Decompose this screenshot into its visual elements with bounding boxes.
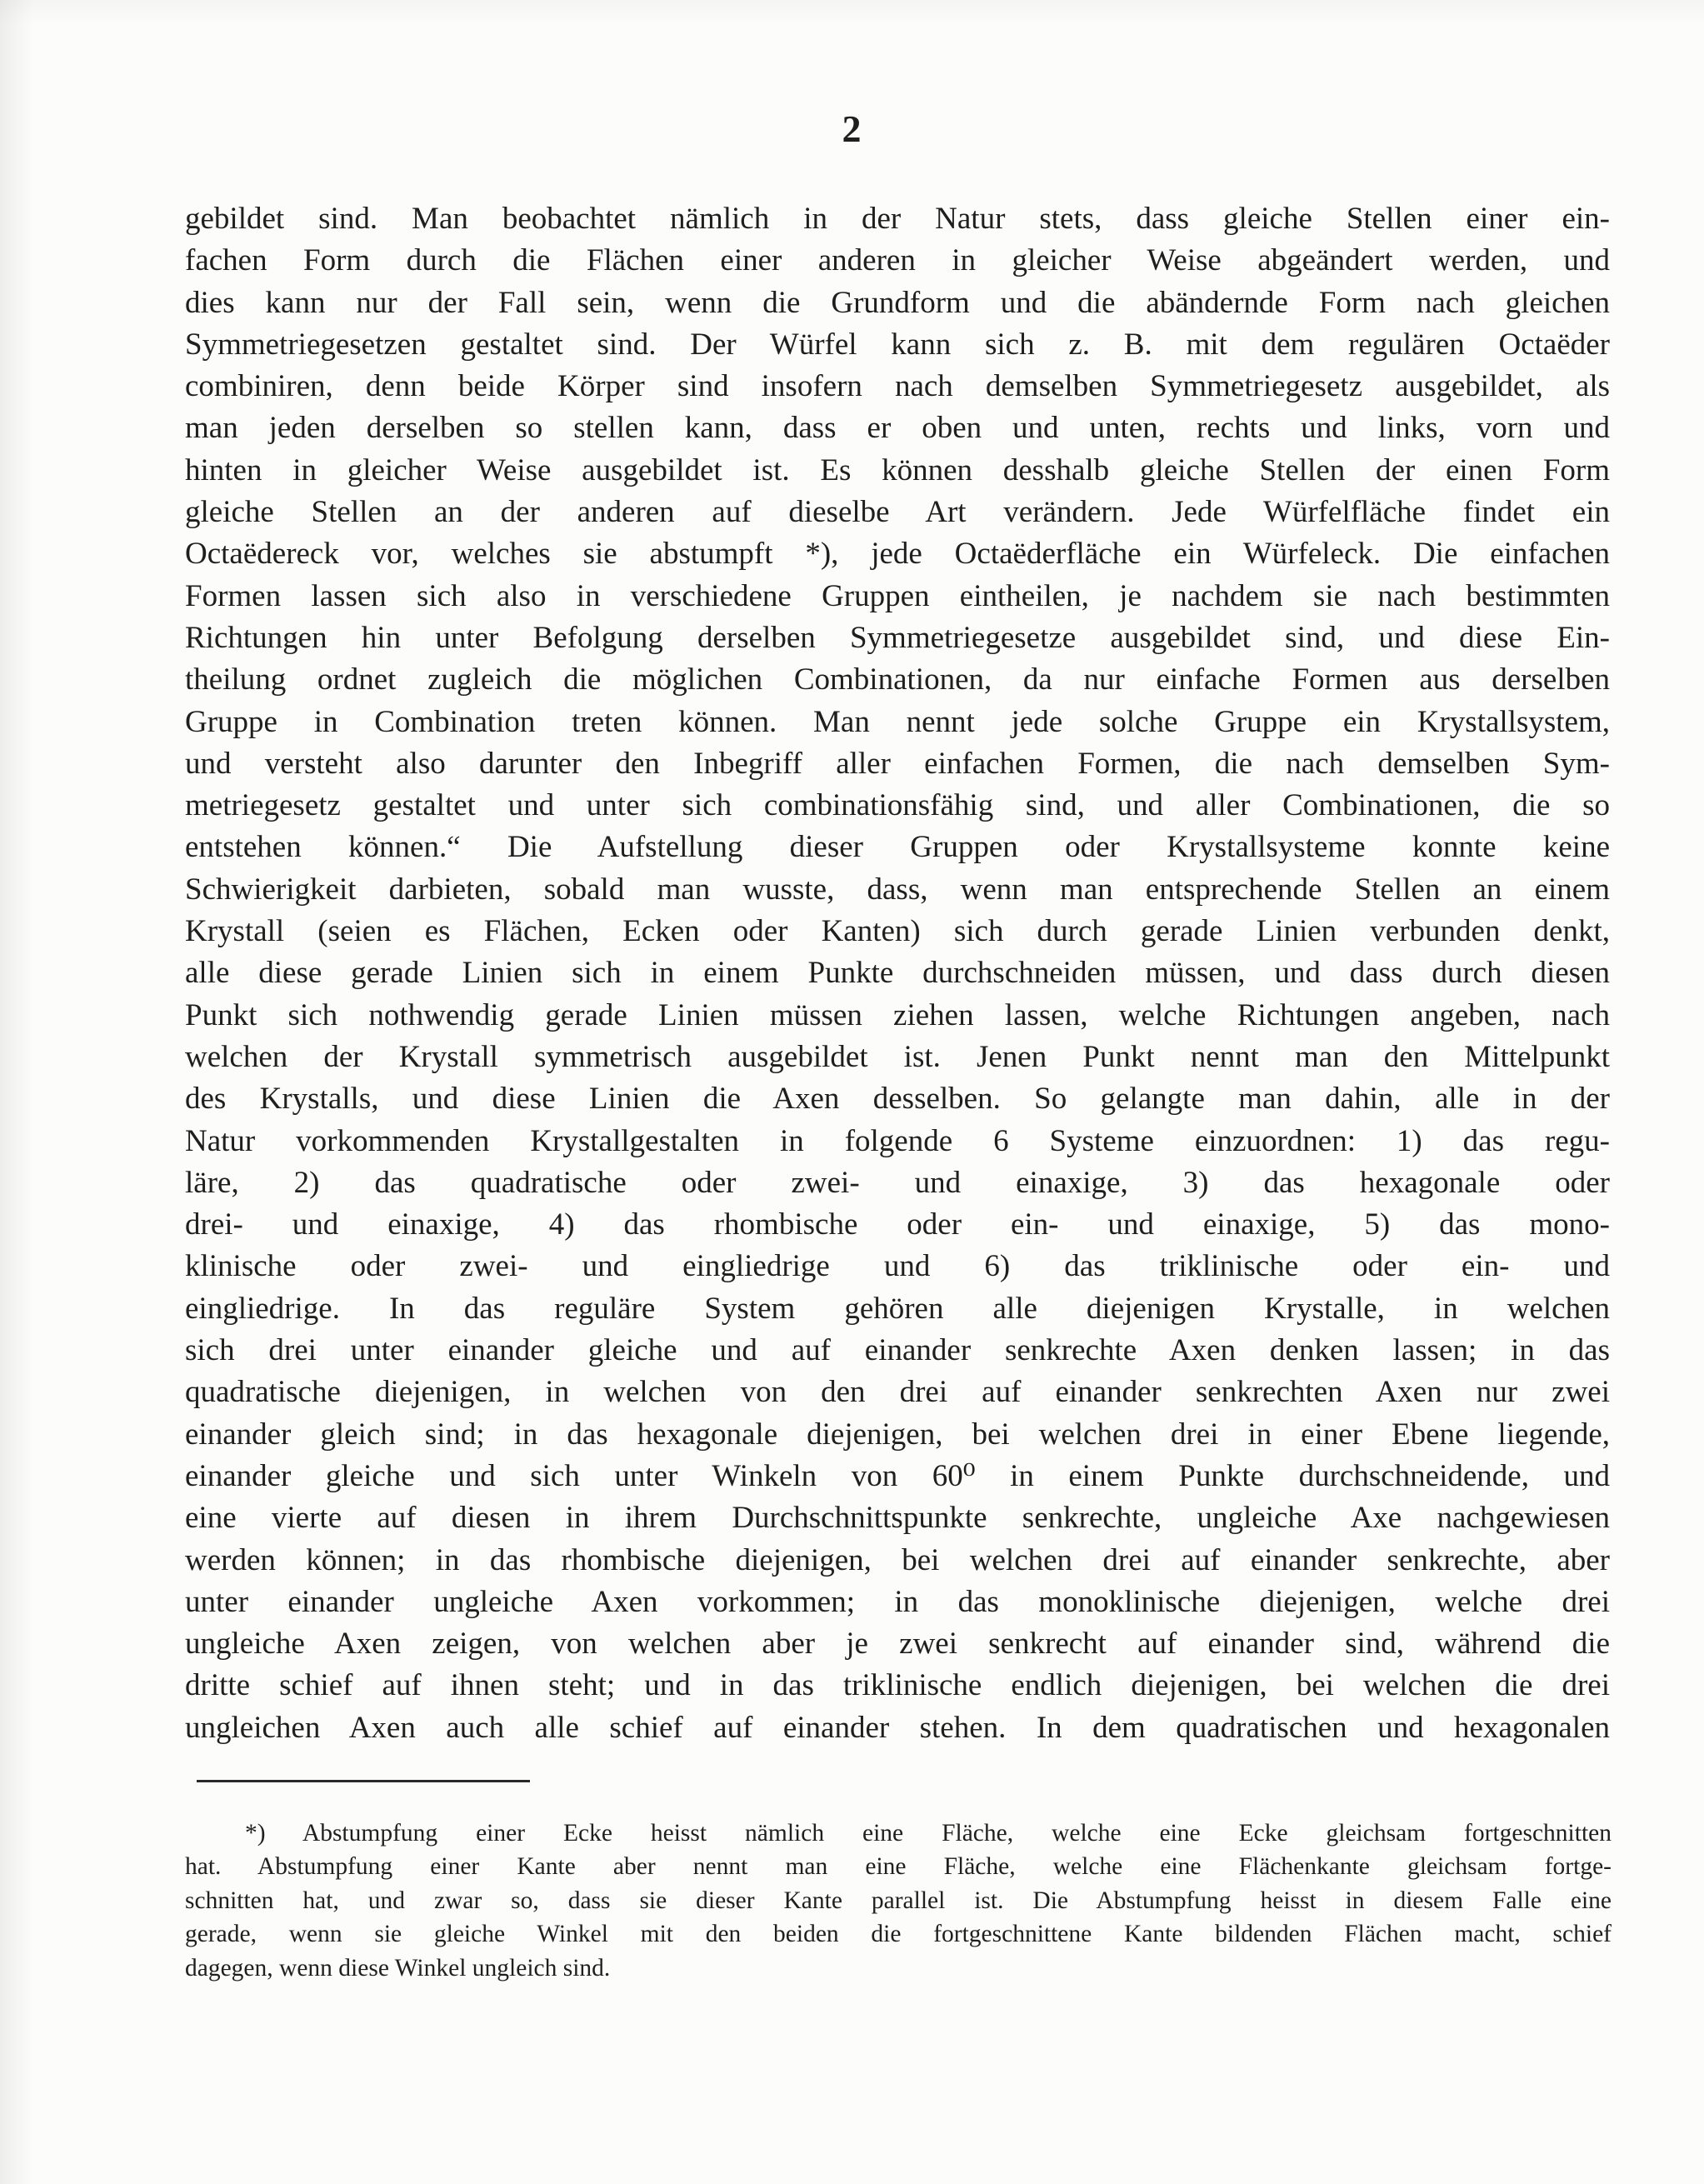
footnote-line: hat. Abstumpfung einer Kante aber nennt man eine Fläche, welche eine Flächenkante gleichsam fortge- bbox=[185, 1853, 1612, 1881]
footnote bbox=[185, 1817, 1612, 1985]
body-line: Krystall (seien es Flächen, Ecken oder Kanten) sich durch gerade Linien verbunden denkt, bbox=[185, 914, 1610, 949]
body-line: combiniren, denn beide Körper sind insofern nach demselben Symmetriegesetz ausgebildet, als bbox=[185, 369, 1610, 404]
body-line: und versteht also darunter den Inbegriff aller einfachen Formen, die nach demselben Sym- bbox=[185, 746, 1610, 781]
body-line: ungleiche Axen zeigen, von welchen aber je zwei senkrecht auf einander sind, während die bbox=[185, 1627, 1610, 1662]
body-line: Richtungen hin unter Befolgung derselben Symmetriegesetze ausgebildet sind, und diese Ein- bbox=[185, 620, 1610, 655]
body-line: klinische oder zwei- und eingliedrige und 6) das triklinische oder ein- und bbox=[185, 1249, 1610, 1284]
body-line: metriegesetz gestaltet und unter sich combinationsfähig sind, und aller Combinationen, die so bbox=[185, 788, 1610, 823]
body-line: Formen lassen sich also in verschiedene Gruppen eintheilen, je nachdem sie nach bestimmten bbox=[185, 578, 1610, 613]
body-line: dies kann nur der Fall sein, wenn die Grundform und die abändernde Form nach gleichen bbox=[185, 285, 1610, 320]
body-line: läre, 2) das quadratische oder zwei- und einaxige, 3) das hexagonale oder bbox=[185, 1165, 1610, 1200]
body-line: dritte schief auf ihnen steht; und in das triklinische endlich diejenigen, bei welchen die drei bbox=[185, 1668, 1610, 1703]
body-line: eine vierte auf diesen in ihrem Durchschnittspunkte senkrechte, ungleiche Axe nachgewiesen bbox=[185, 1501, 1610, 1536]
body-line: gleiche Stellen an der anderen auf dieselbe Art verändern. Jede Würfelfläche findet ein bbox=[185, 495, 1610, 530]
body-line: entstehen können.“ Die Aufstellung dieser Gruppen oder Krystallsysteme konnte keine bbox=[185, 830, 1610, 865]
body-line: welchen der Krystall symmetrisch ausgebildet ist. Jenen Punkt nennt man den Mittelpunkt bbox=[185, 1039, 1610, 1074]
footnote-divider bbox=[197, 1780, 530, 1782]
body-line: Octaëdereck vor, welches sie abstumpft *), jede Octaëderfläche ein Würfeleck. Die einfachen bbox=[185, 537, 1610, 572]
body-line: Symmetriegesetzen gestaltet sind. Der Würfel kann sich z. B. mit dem regulären Octaëder bbox=[185, 327, 1610, 362]
body-text bbox=[185, 198, 1610, 1749]
body-line: alle diese gerade Linien sich in einem Punkte durchschneiden müssen, und dass durch diesen bbox=[185, 956, 1610, 991]
body-line: einander gleiche und sich unter Winkeln von 60⁰ in einem Punkte durchschneidende, und bbox=[185, 1458, 1610, 1493]
body-line: einander gleich sind; in das hexagonale diejenigen, bei welchen drei in einer Ebene liegende, bbox=[185, 1417, 1610, 1452]
body-line: eingliedrige. In das reguläre System gehören alle diejenigen Krystalle, in welchen bbox=[185, 1291, 1610, 1326]
footnote-line: dagegen, wenn diese Winkel ungleich sind. bbox=[185, 1954, 611, 1982]
body-line: gebildet sind. Man beobachtet nämlich in der Natur stets, dass gleiche Stellen einer ein- bbox=[185, 202, 1610, 236]
body-line: theilung ordnet zugleich die möglichen Combinationen, da nur einfache Formen aus derselben bbox=[185, 662, 1610, 697]
body-line: drei- und einaxige, 4) das rhombische oder ein- und einaxige, 5) das mono- bbox=[185, 1207, 1610, 1242]
body-line: hinten in gleicher Weise ausgebildet ist. Es können desshalb gleiche Stellen der einen Form bbox=[185, 452, 1610, 487]
body-line: unter einander ungleiche Axen vorkommen; in das monoklinische diejenigen, welche drei bbox=[185, 1584, 1610, 1619]
body-line: Schwierigkeit darbieten, sobald man wusste, dass, wenn man entsprechende Stellen an einem bbox=[185, 872, 1610, 907]
body-line: des Krystalls, und diese Linien die Axen desselben. So gelangte man dahin, alle in der bbox=[185, 1082, 1610, 1117]
body-line: Punkt sich nothwendig gerade Linien müssen ziehen lassen, welche Richtungen angeben, nach bbox=[185, 997, 1610, 1032]
footnote-line: gerade, wenn sie gleiche Winkel mit den beiden die fortgeschnittene Kante bildenden Flächen macht, schief bbox=[185, 1921, 1612, 1948]
page-number: 2 bbox=[842, 107, 862, 150]
body-line: quadratische diejenigen, in welchen von den drei auf einander senkrechten Axen nur zwei bbox=[185, 1375, 1610, 1410]
body-line: werden können; in das rhombische diejenigen, bei welchen drei auf einander senkrechte, aber bbox=[185, 1542, 1610, 1577]
body-line: ungleichen Axen auch alle schief auf einander stehen. In dem quadratischen und hexagonalen bbox=[185, 1710, 1610, 1745]
body-line: man jeden derselben so stellen kann, dass er oben und unten, rechts und links, vorn und bbox=[185, 411, 1610, 446]
footnote-line: *) Abstumpfung einer Ecke heisst nämlich eine Fläche, welche eine Ecke gleichsam fortgeschnitten bbox=[245, 1820, 1612, 1847]
body-line: Natur vorkommenden Krystallgestalten in folgende 6 Systeme einzuordnen: 1) das regu- bbox=[185, 1123, 1610, 1158]
body-line: sich drei unter einander gleiche und auf einander senkrechte Axen denken lassen; in das bbox=[185, 1333, 1610, 1368]
footnote-line: schnitten hat, und zwar so, dass sie dieser Kante parallel ist. Die Abstumpfung heisst in diesem Falle eine bbox=[185, 1887, 1612, 1914]
body-line: Gruppe in Combination treten können. Man nennt jede solche Gruppe ein Krystallsystem, bbox=[185, 704, 1610, 739]
body-line: fachen Form durch die Flächen einer anderen in gleicher Weise abgeändert werden, und bbox=[185, 243, 1610, 278]
